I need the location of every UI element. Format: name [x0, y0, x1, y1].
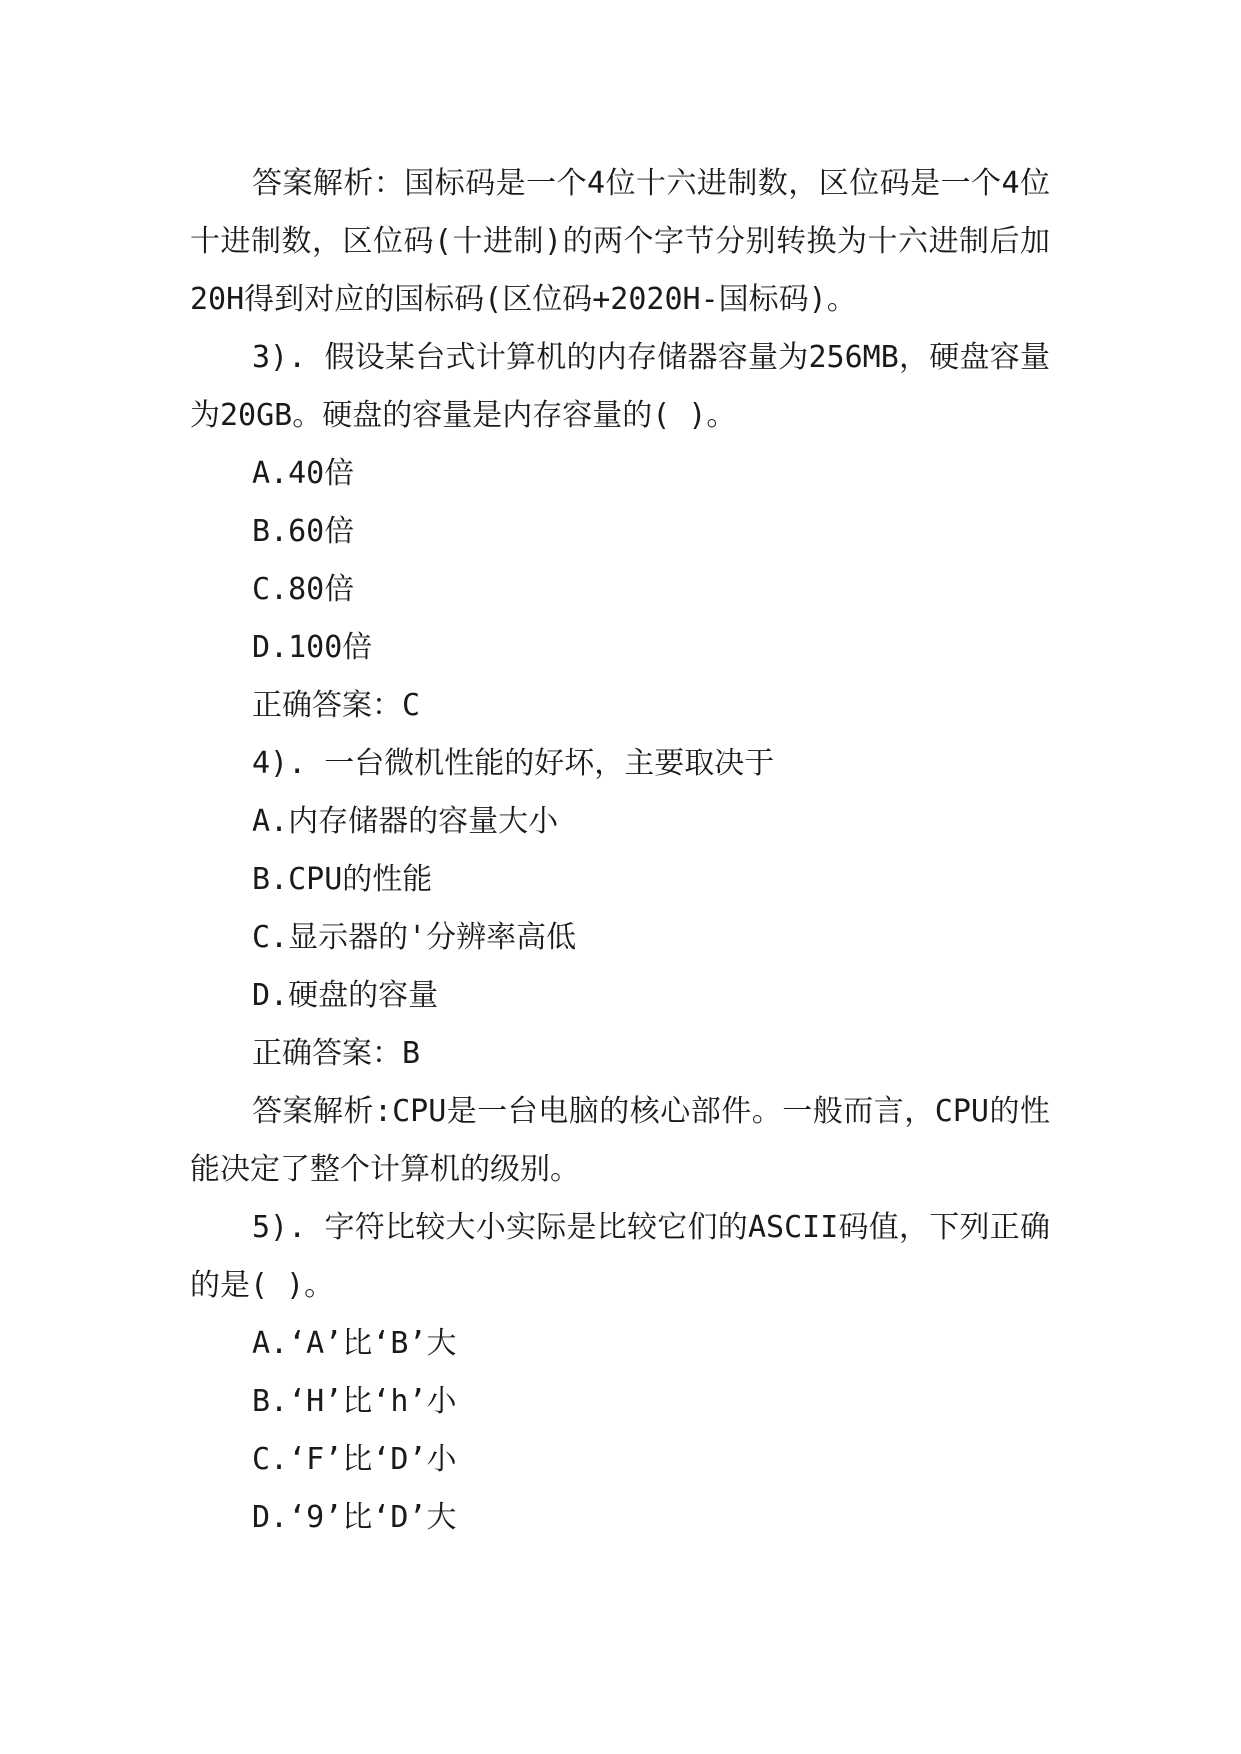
q4-option-c: C.显示器的'分辨率高低	[252, 920, 577, 955]
question-4: 4). 一台微机性能的好坏，主要取决于	[252, 746, 775, 781]
question-3: 3). 假设某台式计算机的内存储器容量为256MB，硬盘容量为20GB。硬盘的容量是内存容量的( )。	[190, 340, 1050, 433]
q5-option-a: A.‘A’比‘B’大	[252, 1326, 457, 1361]
q4-answer: 正确答案：B	[252, 1036, 421, 1071]
q5-option-c: C.‘F’比‘D’小	[252, 1442, 457, 1477]
q3-option-a: A.40倍	[252, 456, 355, 491]
q4-option-b: B.CPU的性能	[252, 862, 433, 897]
q3-option-d: D.100倍	[252, 630, 373, 665]
q3-option-c: C.80倍	[252, 572, 355, 607]
q3-option-b: B.60倍	[252, 514, 355, 549]
question-5: 5). 字符比较大小实际是比较它们的ASCII码值，下列正确的是( )。	[190, 1210, 1050, 1303]
analysis-paragraph: 答案解析：国标码是一个4位十六进制数，区位码是一个4位十进制数，区位码(十进制)的两个字节分别转换为十六进制后加20H得到对应的国标码(区位码+2020H-国标码)。	[190, 166, 1050, 317]
q4-option-a: A.内存储器的容量大小	[252, 804, 559, 839]
q3-answer: 正确答案：C	[252, 688, 421, 723]
document-content	[190, 155, 1050, 1547]
q4-analysis: 答案解析:CPU是一台电脑的核心部件。一般而言，CPU的性能决定了整个计算机的级别。	[190, 1094, 1050, 1187]
q4-option-d: D.硬盘的容量	[252, 978, 439, 1013]
q5-option-d: D.‘9’比‘D’大	[252, 1500, 457, 1535]
q5-option-b: B.‘H’比‘h’小	[252, 1384, 457, 1419]
